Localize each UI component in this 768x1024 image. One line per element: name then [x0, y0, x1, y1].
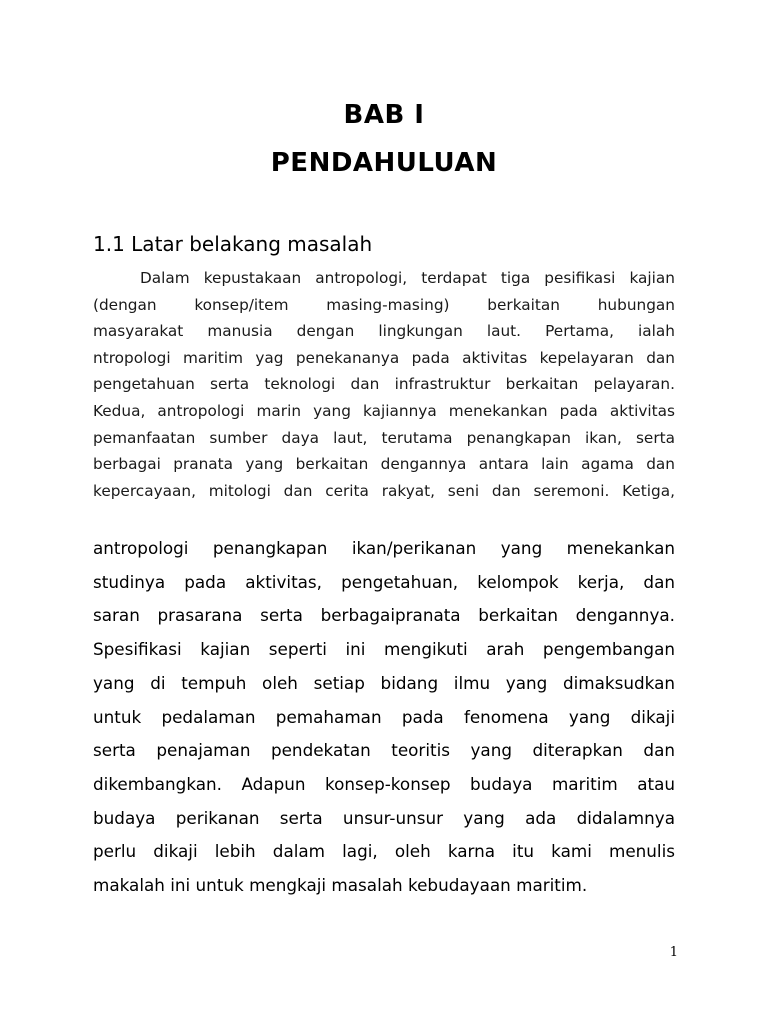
body-paragraph-regular: [93, 265, 675, 504]
paragraph-line: masyarakat manusia dengan lingkungan laut. Pertama, ialah: [93, 322, 675, 341]
paragraph-line: pemanfaatan sumber daya laut, terutama penangkapan ikan, serta: [93, 428, 675, 447]
paragraph-line: makalah ini untuk mengkaji masalah kebudayaan maritim.: [93, 875, 588, 896]
paragraph-line: Dalam kepustakaan antropologi, terdapat tiga pesifikasi kajian: [140, 269, 675, 287]
paragraph-line: (dengan konsep/item masing-masing) berkaitan hubungan: [93, 295, 675, 314]
paragraph-line: saran prasarana serta berbagaipranata berkaitan dengannya.: [93, 605, 675, 626]
paragraph-line: antropologi penangkapan ikan/perikanan yang menekankan: [93, 538, 675, 558]
paragraph-line: pengetahuan serta teknologi dan infrastruktur berkaitan pelayaran.: [93, 375, 675, 394]
paragraph-line: ntropologi maritim yag penekananya pada aktivitas kepelayaran dan: [93, 348, 675, 367]
chapter-title: PENDAHULUAN: [270, 148, 498, 178]
paragraph-line: perlu dikaji lebih dalam lagi, oleh karna itu kami menulis: [93, 841, 675, 862]
paragraph-line: Spesifikasi kajian seperti ini mengikuti arah pengembangan: [93, 639, 675, 660]
paragraph-line: kepercayaan, mitologi dan cerita rakyat, seni dan seremoni. Ketiga,: [93, 481, 675, 500]
body-paragraph-emphasis: [93, 532, 675, 903]
paragraph-line: untuk pedalaman pemahaman pada fenomena yang dikaji: [93, 706, 675, 727]
paragraph-line: budaya perikanan serta unsur-unsur yang ada didalamnya: [93, 807, 675, 828]
paragraph-line: berbagai pranata yang berkaitan dengannya antara lain agama dan: [93, 455, 675, 474]
chapter-number: BAB I: [343, 100, 425, 130]
section-heading: 1.1 Latar belakang masalah: [93, 232, 373, 256]
paragraph-line: yang di tempuh oleh setiap bidang ilmu yang dimaksudkan: [93, 672, 675, 693]
paragraph-line: serta penajaman pendekatan teoritis yang diterapkan dan: [93, 740, 675, 761]
paragraph-line: Kedua, antropologi marin yang kajiannya menekankan pada aktivitas: [93, 401, 675, 420]
paragraph-line: dikembangkan. Adapun konsep-konsep budaya maritim atau: [93, 773, 675, 794]
paragraph-line: studinya pada aktivitas, pengetahuan, kelompok kerja, dan: [93, 571, 675, 592]
page-number: 1: [669, 945, 678, 960]
